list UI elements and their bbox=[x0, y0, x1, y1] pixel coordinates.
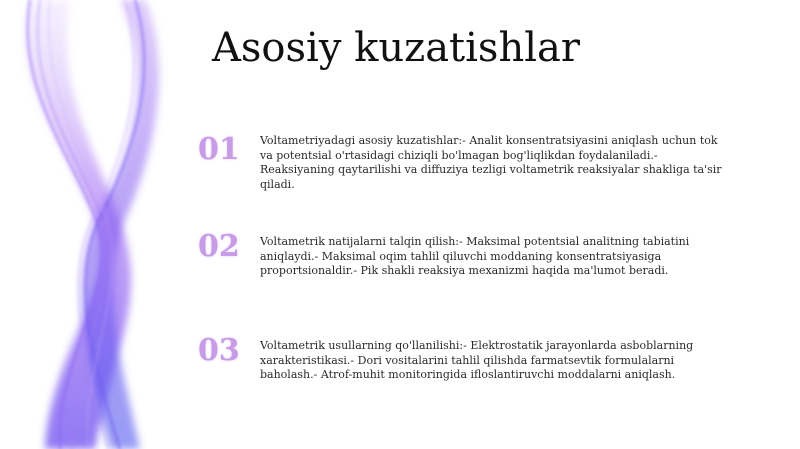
item-number: 02 bbox=[198, 229, 240, 264]
item-number: 03 bbox=[198, 333, 240, 368]
item-text: Voltametriyadagi asosiy kuzatishlar:- Analit konsentratsiyasini aniqlash uchun tok va potentsial o'rtasidagi chiziqli bo'lmagan bog'liqlikdan foydalaniladi.- Reaksiyaning qaytarilishi va diffuziya tezligi voltametrik reaksiyalar shakliga ta'sir qiladi. bbox=[260, 134, 722, 191]
item-text: Voltametrik natijalarni talqin qilish:- Maksimal potentsial analitning tabiatini aniqlaydi.- Maksimal oqim tahlil qiluvchi moddaning konsentratsiyasiga proportsionaldir.- Pik shakli reaksiya mexanizmi haqida ma'lumot beradi. bbox=[260, 235, 690, 277]
item-text: Voltametrik usullarning qo'llanilishi:- Elektrostatik jarayonlarda asboblarning xarakteristikasi.- Dori vositalarini tahlil qilishda farmatsevtik formulalarni baholash.- Atrof-muhit monitoringida ifloslantiruvchi moddalarni aniqlash. bbox=[260, 339, 694, 381]
slide-title: Asosiy kuzatishlar bbox=[212, 25, 580, 71]
item-number: 01 bbox=[198, 132, 240, 167]
decorative-ribbon bbox=[0, 0, 200, 449]
